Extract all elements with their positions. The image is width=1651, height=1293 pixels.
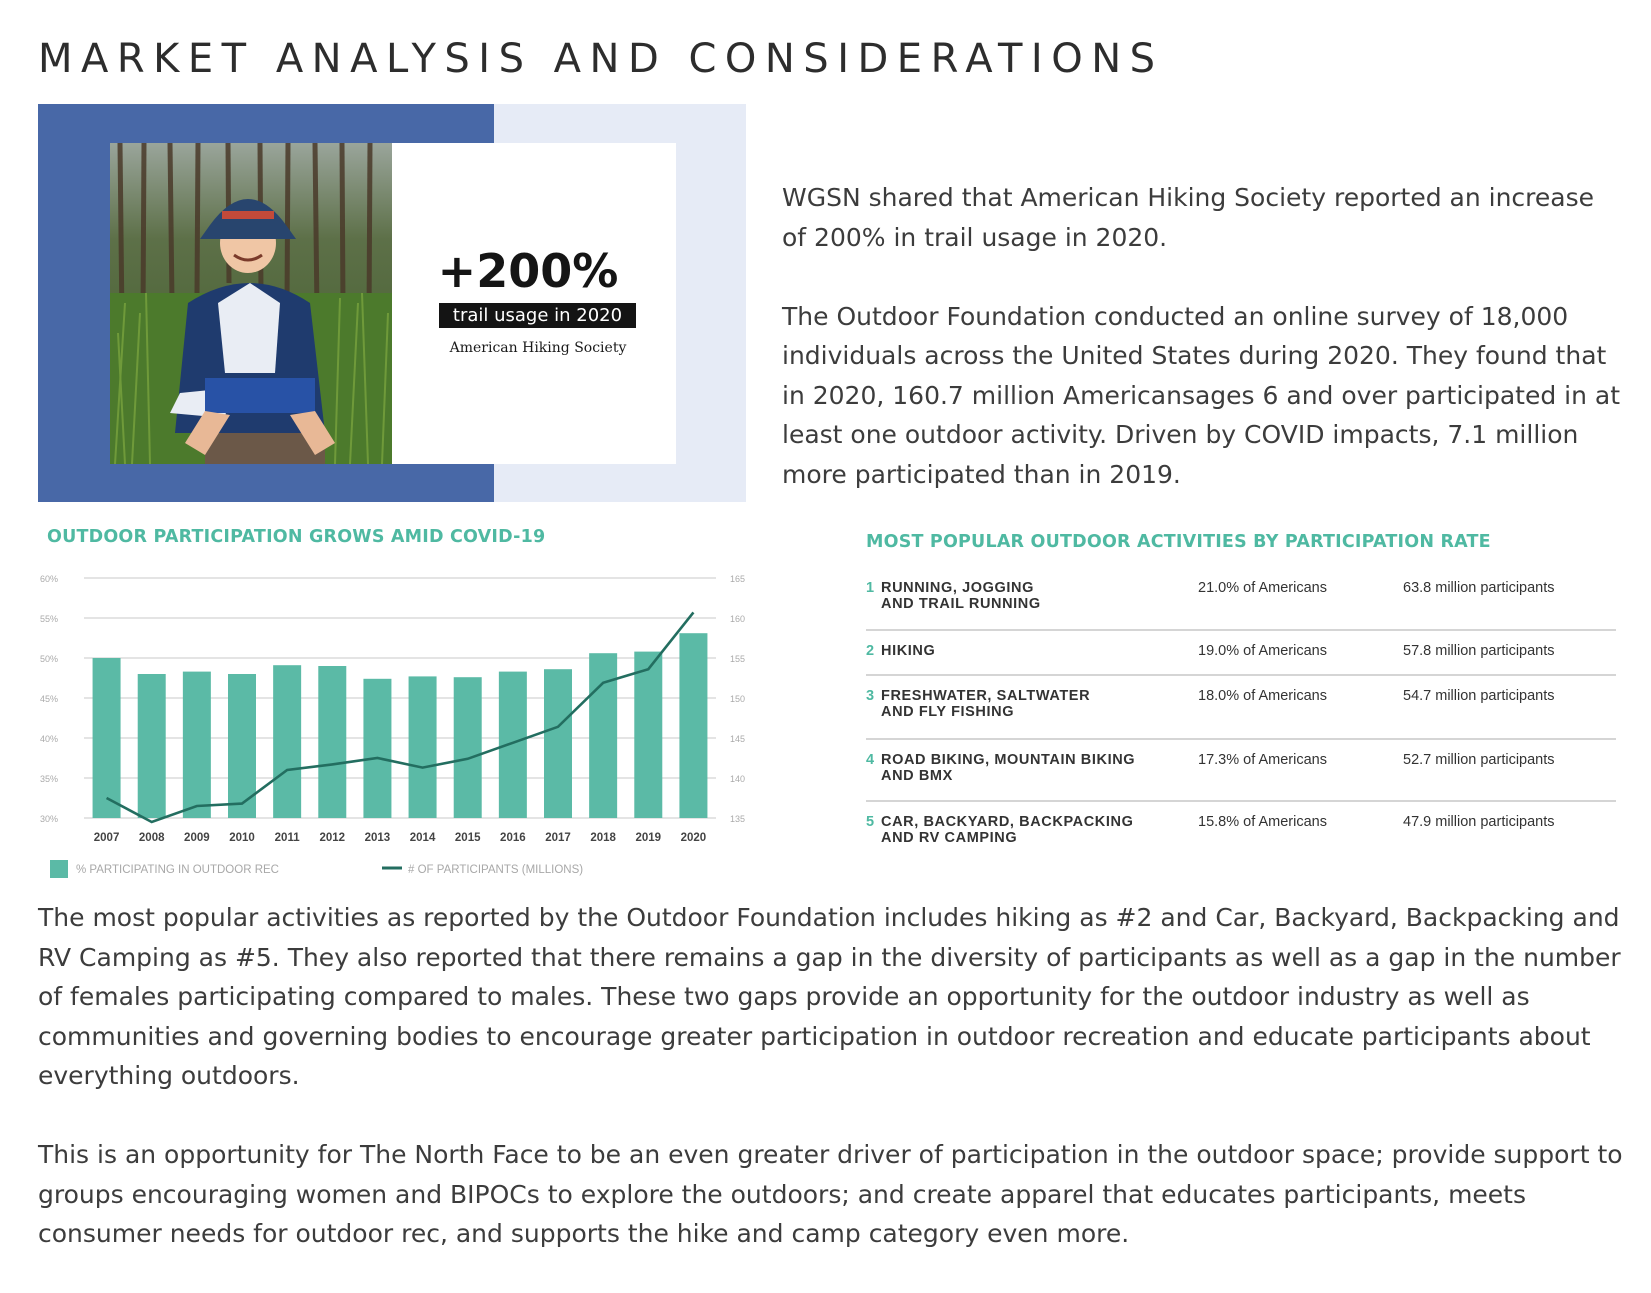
legend-label: % PARTICIPATING IN OUTDOOR REC bbox=[76, 864, 279, 876]
activity-row bbox=[866, 631, 1616, 676]
chart-bar bbox=[183, 672, 211, 818]
page-title: MARKET ANALYSIS AND CONSIDERATIONS bbox=[38, 36, 1164, 82]
activities-title: MOST POPULAR OUTDOOR ACTIVITIES BY PARTICIPATION RATE bbox=[866, 532, 1491, 552]
x-tick-label: 2011 bbox=[274, 832, 300, 844]
activity-name-line: HIKING bbox=[881, 643, 936, 659]
y-left-tick-label: 60% bbox=[40, 574, 59, 584]
activity-name bbox=[881, 752, 1181, 784]
activity-participants: 54.7 million participants bbox=[1403, 688, 1555, 704]
activities-table bbox=[866, 568, 1616, 857]
y-right-tick-label: 135 bbox=[730, 814, 746, 824]
y-left-tick-label: 35% bbox=[40, 774, 59, 784]
stat-value: +200% bbox=[437, 244, 619, 298]
activity-percent: 17.3% of Americans bbox=[1198, 752, 1327, 768]
x-tick-label: 2008 bbox=[138, 832, 165, 844]
body-paragraph: The most popular activities as reported by the Outdoor Foundation includes hiking as #2 and Car, Backyard, Backpacking and RV Camping as #5. They also reported that there remains a gap in the diversity of participants as well as a gap in the number of females participating compared to males. These two gaps provide an opportunity for the outdoor industry as well as communities and governing bodies to encourage greater participation in outdoor recreation and educate participants about everything outdoors. bbox=[38, 903, 1621, 1090]
activity-rank: 1 bbox=[866, 580, 875, 596]
chart-bar bbox=[634, 652, 662, 818]
chart-bar bbox=[363, 679, 391, 818]
x-tick-label: 2010 bbox=[229, 832, 255, 844]
activity-name-line: ROAD BIKING, MOUNTAIN BIKING bbox=[881, 752, 1136, 768]
activity-name-line: RUNNING, JOGGING bbox=[881, 580, 1034, 596]
activity-name-line: AND RV CAMPING bbox=[881, 830, 1018, 846]
chart-bar bbox=[499, 672, 527, 818]
activity-row bbox=[866, 676, 1616, 740]
activity-rank: 5 bbox=[866, 814, 875, 830]
activity-name-line: AND TRAIL RUNNING bbox=[881, 596, 1041, 612]
chart-bar bbox=[409, 676, 437, 818]
activity-name-line: CAR, BACKYARD, BACKPACKING bbox=[881, 814, 1134, 830]
activity-rank: 3 bbox=[866, 688, 875, 704]
chart-bar bbox=[679, 633, 707, 818]
chart-bar bbox=[138, 674, 166, 818]
hero-graphic bbox=[38, 104, 746, 502]
body-text bbox=[38, 898, 1638, 1293]
activity-percent: 18.0% of Americans bbox=[1198, 688, 1327, 704]
activity-percent: 21.0% of Americans bbox=[1198, 580, 1327, 596]
y-left-tick-label: 45% bbox=[40, 694, 59, 704]
activity-percent: 19.0% of Americans bbox=[1198, 643, 1327, 659]
activity-name-line: FRESHWATER, SALTWATER bbox=[881, 688, 1091, 704]
y-left-tick-label: 55% bbox=[40, 614, 59, 624]
legend-label: # OF PARTICIPANTS (MILLIONS) bbox=[408, 864, 584, 876]
chart-bar bbox=[589, 653, 617, 818]
activity-row bbox=[866, 740, 1616, 802]
chart-bar bbox=[318, 666, 346, 818]
intro-paragraph: The Outdoor Foundation conducted an online survey of 18,000 individuals across the United States during 2020. They found that in 2020, 160.7 million Americansages 6 and over participated in at least one outdoor activity. Driven by COVID impacts, 7.1 million more participated than in 2019. bbox=[782, 301, 1621, 489]
y-right-tick-label: 160 bbox=[730, 614, 746, 624]
y-right-tick-label: 155 bbox=[730, 654, 746, 664]
hiker-photo bbox=[110, 143, 392, 464]
chart-title: OUTDOOR PARTICIPATION GROWS AMID COVID-19 bbox=[47, 527, 546, 547]
chart-bar bbox=[93, 658, 121, 818]
chart-bar bbox=[454, 677, 482, 818]
activity-participants: 52.7 million participants bbox=[1403, 752, 1555, 768]
body-paragraph: This is an opportunity for The North Face to be an even greater driver of participation in the outdoor space; provide support to groups encouraging women and BIPOCs to explore the outdoors; and create apparel that educates participants, meets consumer needs for outdoor rec, and supports the hike and camp category even more. bbox=[38, 1140, 1623, 1248]
x-tick-label: 2014 bbox=[409, 832, 436, 844]
activity-row bbox=[866, 568, 1616, 631]
activity-rank: 4 bbox=[866, 752, 875, 768]
y-left-tick-label: 50% bbox=[40, 654, 59, 664]
stat-label: trail usage in 2020 bbox=[439, 303, 636, 328]
y-left-tick-label: 40% bbox=[40, 734, 59, 744]
activity-name-line: AND FLY FISHING bbox=[881, 704, 1015, 720]
activity-participants: 47.9 million participants bbox=[1403, 814, 1555, 830]
y-right-tick-label: 150 bbox=[730, 694, 746, 704]
stat-source: American Hiking Society bbox=[449, 340, 627, 356]
activity-participants: 63.8 million participants bbox=[1403, 580, 1555, 596]
chart-bar bbox=[544, 669, 572, 818]
y-right-tick-label: 140 bbox=[730, 774, 746, 784]
activity-row bbox=[866, 802, 1616, 857]
activity-name bbox=[881, 688, 1181, 720]
y-right-tick-label: 145 bbox=[730, 734, 746, 744]
chart-bar bbox=[273, 665, 301, 818]
activity-name bbox=[881, 580, 1181, 612]
activity-name bbox=[881, 814, 1181, 846]
x-tick-label: 2020 bbox=[680, 832, 707, 844]
x-tick-label: 2007 bbox=[93, 832, 120, 844]
intro-paragraph: WGSN shared that American Hiking Society reported an increase of 200% in trail usage in 2020. bbox=[782, 183, 1594, 252]
activity-name bbox=[881, 643, 1181, 659]
x-tick-label: 2019 bbox=[635, 832, 662, 844]
activity-participants: 57.8 million participants bbox=[1403, 643, 1555, 659]
intro-text bbox=[782, 178, 1622, 534]
activity-name-line: AND BMX bbox=[881, 768, 953, 784]
y-left-tick-label: 30% bbox=[40, 814, 59, 824]
participation-chart bbox=[38, 560, 778, 885]
legend-swatch-bars bbox=[50, 860, 68, 878]
x-tick-label: 2013 bbox=[364, 832, 391, 844]
x-tick-label: 2018 bbox=[590, 832, 616, 844]
x-tick-label: 2016 bbox=[500, 832, 526, 844]
y-right-tick-label: 165 bbox=[730, 574, 746, 584]
x-tick-label: 2015 bbox=[454, 832, 481, 844]
activity-percent: 15.8% of Americans bbox=[1198, 814, 1327, 830]
x-tick-label: 2009 bbox=[184, 832, 210, 844]
x-tick-label: 2017 bbox=[545, 832, 571, 844]
x-tick-label: 2012 bbox=[319, 832, 346, 844]
activity-rank: 2 bbox=[866, 643, 875, 659]
